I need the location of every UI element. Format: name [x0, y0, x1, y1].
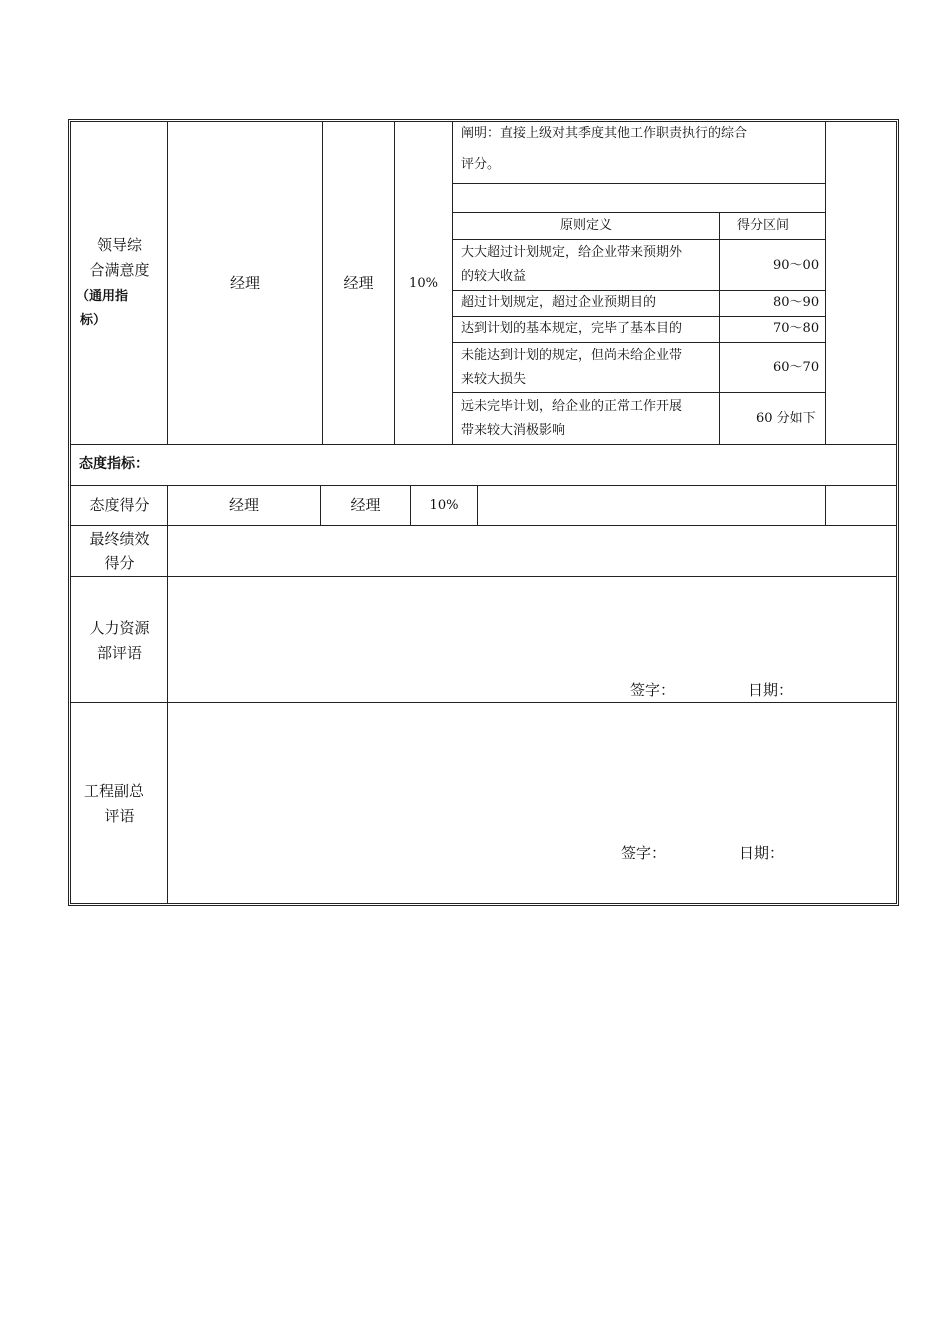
leader-label-line2: 合满意度: [89, 261, 150, 279]
leader-label-note-line2: 标）: [80, 313, 107, 328]
attitude-reviewer: 经理: [350, 496, 381, 514]
score-range: 70～80: [773, 321, 820, 336]
row-divider: [70, 444, 897, 445]
vp-comment-label-line2: 评语: [104, 807, 135, 825]
criteria-divider: [452, 342, 826, 343]
col-divider: [452, 121, 453, 444]
col-divider: [825, 121, 826, 444]
score-range: 80～90: [773, 295, 820, 310]
score-range: 90～00: [773, 258, 820, 273]
criteria-text: 未能达到计划的规定，但尚未给企业带: [461, 348, 683, 363]
attitude-section-title: 态度指标：: [79, 456, 149, 472]
criteria-text: 达到计划的基本规定，完毕了基本目的: [461, 321, 683, 336]
hr-comment-label-line1: 人力资源: [89, 619, 150, 637]
leader-label-note-line1: （通用指: [76, 289, 129, 304]
attitude-label: 态度得分: [89, 496, 150, 514]
leader-explanation-line1: 阐明：直接上级对其季度其他工作职责执行的综合: [461, 126, 748, 141]
criteria-text: 带来较大消极影响: [461, 423, 566, 438]
final-score-label-line2: 得分: [104, 554, 135, 572]
leader-label-line1: 领导综: [96, 236, 142, 254]
hr-comment-label-line2: 部评语: [96, 644, 142, 662]
final-score-label-line1: 最终绩效: [89, 530, 150, 548]
row-divider: [70, 525, 897, 526]
leader-rater: 经理: [229, 274, 260, 292]
criteria-text: 的较大收益: [461, 269, 527, 284]
hr-sign-label: 签字：: [630, 681, 676, 699]
leader-reviewer: 经理: [343, 274, 374, 292]
row-divider: [70, 576, 897, 577]
criteria-divider: [452, 392, 826, 393]
criteria-divider: [452, 183, 826, 184]
score-header: 得分区间: [736, 218, 789, 233]
criteria-text: 大大超过计划规定，给企业带来预期外: [461, 245, 683, 260]
vp-date-label: 日期：: [739, 844, 785, 862]
col-divider: [167, 525, 168, 904]
criteria-divider: [452, 239, 826, 240]
row-divider: [70, 485, 897, 486]
col-divider: [719, 212, 720, 444]
vp-sign-label: 签字：: [621, 844, 667, 862]
criteria-header: 原则定义: [559, 218, 612, 233]
criteria-text: 超过计划规定，超过企业预期目的: [461, 295, 657, 310]
attitude-weight: 10%: [429, 498, 459, 513]
criteria-divider: [452, 212, 826, 213]
leader-explanation-line2: 评分。: [461, 157, 501, 172]
score-range: 60～70: [773, 360, 820, 375]
hr-date-label: 日期：: [748, 681, 794, 699]
col-divider: [477, 485, 478, 525]
criteria-text: 来较大损失: [461, 372, 527, 387]
col-divider: [825, 485, 826, 525]
score-range: 60 分如下: [756, 411, 816, 426]
criteria-text: 远未完毕计划，给企业的正常工作开展: [461, 399, 683, 414]
attitude-rater: 经理: [228, 496, 259, 514]
leader-weight: 10%: [409, 276, 438, 291]
vp-comment-label-line1: 工程副总: [83, 782, 144, 800]
